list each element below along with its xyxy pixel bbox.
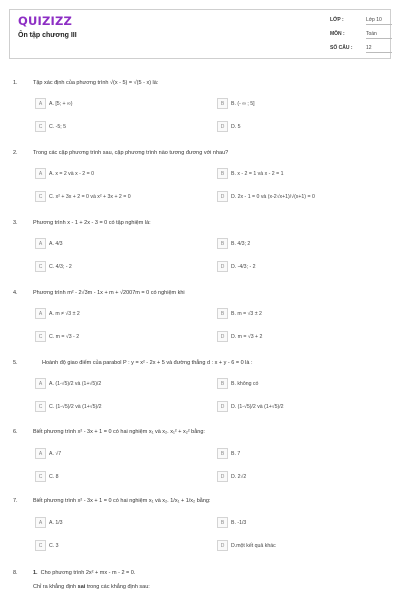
question-number: 2. xyxy=(13,150,18,156)
option-b[interactable] xyxy=(217,448,240,459)
option-text: D. -4/3; - 2 xyxy=(231,263,256,270)
option-letter: D xyxy=(217,261,228,272)
option-d[interactable] xyxy=(217,191,315,202)
option-b[interactable] xyxy=(217,517,246,528)
option-text: B. x - 2 = 1 và x - 2 = 1 xyxy=(231,170,284,177)
option-d[interactable] xyxy=(217,540,276,551)
option-text: B. không có xyxy=(231,380,259,387)
option-letter: A xyxy=(35,378,46,389)
question-subtext xyxy=(33,584,150,590)
option-letter: C xyxy=(35,191,46,202)
option-letter: B xyxy=(217,98,228,109)
question-number: 4. xyxy=(13,290,18,296)
option-letter: D xyxy=(217,121,228,132)
option-a[interactable] xyxy=(35,517,63,528)
option-letter: A xyxy=(35,238,46,249)
option-text: B. (- ∞ ; 5] xyxy=(231,100,255,107)
option-text: A. x = 2 và x - 2 = 0 xyxy=(49,170,94,177)
option-text: A. 4/3 xyxy=(49,240,63,247)
question-7 xyxy=(13,498,391,553)
option-letter: A xyxy=(35,98,46,109)
question-text xyxy=(33,570,135,576)
option-text: D. (1-√5)/2 và (1+√5)/2 xyxy=(231,403,284,410)
option-text: B. 7 xyxy=(231,450,241,457)
option-letter: C xyxy=(35,401,46,412)
option-a[interactable] xyxy=(35,448,61,459)
option-text: C. 4/3; - 2 xyxy=(49,263,72,270)
option-letter: B xyxy=(217,168,228,179)
option-a[interactable] xyxy=(35,168,94,179)
option-d[interactable] xyxy=(217,121,241,132)
question-number: 1. xyxy=(13,80,18,86)
option-text: A. [5; + ∞) xyxy=(49,100,73,107)
option-letter: B xyxy=(217,517,228,528)
question-text: Phương trình x - 1 + 2x - 3 = 0 có tập nghiệm là: xyxy=(33,220,151,226)
option-text: D. 2x - 1 = 0 và (x-2√x+1)/√(x+1) = 0 xyxy=(231,193,315,200)
option-text: C. 8 xyxy=(49,473,59,480)
option-letter: D xyxy=(217,191,228,202)
option-letter: A xyxy=(35,517,46,528)
page-title: Ôn tập chương III xyxy=(18,32,77,39)
option-b[interactable] xyxy=(217,308,262,319)
question-number: 5. xyxy=(13,360,18,366)
question-number: 6. xyxy=(13,429,18,435)
question-count-value: 12 xyxy=(366,45,392,53)
option-letter: D xyxy=(217,540,228,551)
option-text: C. (1-√5)/2 và (1+√5)/2 xyxy=(49,403,102,410)
option-text: C. -5; 5 xyxy=(49,123,67,130)
option-letter: A xyxy=(35,168,46,179)
option-text: D. m = √3 + 2 xyxy=(231,333,263,340)
question-text: Phương trình m² - 2√3m - 1x + m + √2007m = 0 có nghiệm khi xyxy=(33,290,185,296)
class-label: LỚP : xyxy=(330,17,344,23)
question-3 xyxy=(13,220,391,275)
option-letter: D xyxy=(217,401,228,412)
question-text: Tập xác định của phương trình √(x - 5) = √(5 - x) là: xyxy=(33,80,159,86)
option-c[interactable] xyxy=(35,191,131,202)
question-number: 8. xyxy=(13,570,18,576)
option-text: B. -1/3 xyxy=(231,519,247,526)
subtext-pre: Chỉ ra khẳng định xyxy=(33,584,78,590)
option-letter: C xyxy=(35,261,46,272)
option-text: D. 2√2 xyxy=(231,473,247,480)
question-body: Cho phương trình 2x² + mx - m - 2 = 0. xyxy=(40,570,136,576)
option-letter: B xyxy=(217,378,228,389)
option-text: B. 4/3; 2 xyxy=(231,240,251,247)
question-6 xyxy=(13,429,391,484)
option-a[interactable] xyxy=(35,308,80,319)
option-b[interactable] xyxy=(217,168,283,179)
option-letter: C xyxy=(35,471,46,482)
question-text: Biết phương trình x² - 3x + 1 = 0 có hai nghiệm x₁ và x₂. x₁² + x₂² bằng: xyxy=(33,429,205,435)
option-a[interactable] xyxy=(35,378,101,389)
option-a[interactable] xyxy=(35,238,63,249)
option-d[interactable] xyxy=(217,261,256,272)
question-8 xyxy=(13,570,391,598)
question-text: Trong các cặp phương trình sau, cặp phương trình nào tương đương với nhau? xyxy=(33,150,229,156)
option-letter: D xyxy=(217,471,228,482)
option-letter: C xyxy=(35,540,46,551)
option-letter: B xyxy=(217,448,228,459)
option-d[interactable] xyxy=(217,331,262,342)
option-c[interactable] xyxy=(35,331,79,342)
option-text: C. x² + 3x + 2 = 0 và x² + 3x + 2 = 0 xyxy=(49,193,131,200)
question-2 xyxy=(13,150,391,205)
quizizz-logo: QUIZIZZ xyxy=(18,14,73,28)
question-number: 3. xyxy=(13,220,18,226)
option-d[interactable] xyxy=(217,401,284,412)
option-letter: B xyxy=(217,308,228,319)
option-letter: A xyxy=(35,308,46,319)
option-c[interactable] xyxy=(35,540,59,551)
option-b[interactable] xyxy=(217,98,255,109)
subject-label: MÔN : xyxy=(330,31,345,37)
option-letter: D xyxy=(217,331,228,342)
question-count-label: SỐ CÂU : xyxy=(330,45,353,51)
option-letter: C xyxy=(35,331,46,342)
question-5 xyxy=(13,360,391,415)
option-text: A. √7 xyxy=(49,450,62,457)
option-d[interactable] xyxy=(217,471,246,482)
option-text: A. m ≠ √3 ± 2 xyxy=(49,310,80,317)
option-text: D.một kết quả khác xyxy=(231,542,276,549)
option-text: A. 1/3 xyxy=(49,519,63,526)
subject-value: Toán xyxy=(366,31,392,39)
option-text: A. (1-√5)/2 và (1+√5)/2 xyxy=(49,380,102,387)
subtext-emphasis: sai xyxy=(77,584,86,590)
class-value: Lớp 10 xyxy=(366,17,392,25)
option-a[interactable] xyxy=(35,98,72,109)
option-c[interactable] xyxy=(35,121,66,132)
worksheet-header xyxy=(9,9,391,59)
option-c[interactable] xyxy=(35,261,72,272)
question-text: Biết phương trình x² - 3x + 1 = 0 có hai nghiệm x₁ và x₂. 1/x₁ + 1/x₂ bằng: xyxy=(33,498,211,504)
option-text: B. m = √3 ± 2 xyxy=(231,310,262,317)
question-1 xyxy=(13,80,391,135)
option-text: C. m = √3 - 2 xyxy=(49,333,80,340)
option-c[interactable] xyxy=(35,401,102,412)
option-c[interactable] xyxy=(35,471,59,482)
option-letter: C xyxy=(35,121,46,132)
question-number: 7. xyxy=(13,498,18,504)
option-letter: B xyxy=(217,238,228,249)
question-prefix: 1. xyxy=(33,570,38,576)
question-text: Hoành độ giao điểm của parabol P : y = x² - 2x + 5 và đường thẳng d : x + y - 6 = 0 là : xyxy=(42,360,253,366)
option-b[interactable] xyxy=(217,238,250,249)
option-letter: A xyxy=(35,448,46,459)
option-text: D. 5 xyxy=(231,123,241,130)
question-4 xyxy=(13,290,391,345)
option-b[interactable] xyxy=(217,378,258,389)
option-text: C. 3 xyxy=(49,542,59,549)
subtext-post: trong các khẳng định sau: xyxy=(85,584,150,590)
